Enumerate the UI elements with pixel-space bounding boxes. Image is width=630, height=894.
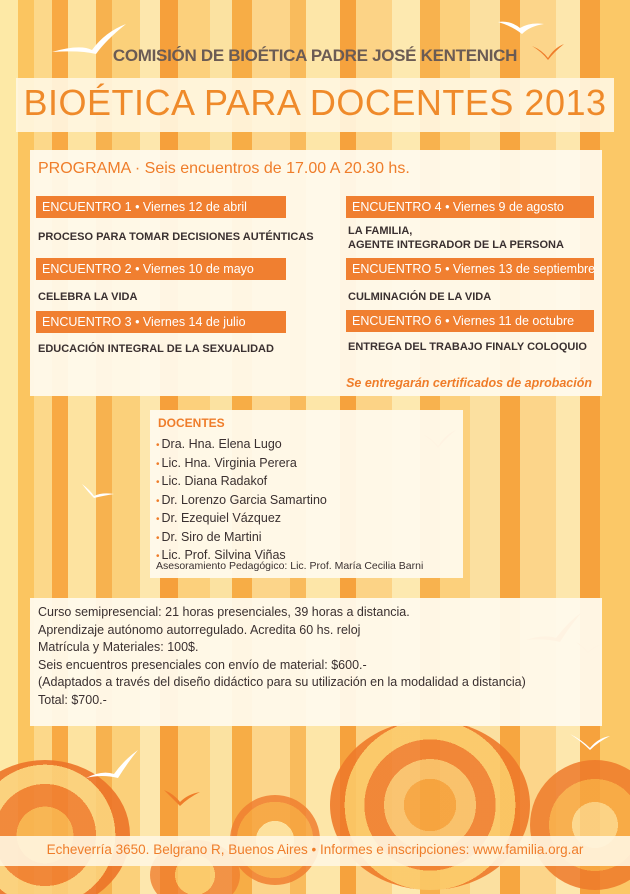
curso-panel: [30, 598, 602, 726]
list-item: [156, 492, 327, 511]
organization-name: COMISIÓN DE BIOÉTICA PADRE JOSÉ KENTENICH: [112, 46, 518, 65]
docente-name: Dr. Siro de Martini: [161, 529, 262, 544]
list-item: [156, 455, 327, 474]
curso-line: Matrícula y Materiales: 100$.: [38, 640, 199, 654]
list-item: [156, 436, 327, 455]
encuentro-2-label: ENCUENTRO 2 • Viernes 10 de mayo: [36, 258, 286, 280]
title-band: [16, 78, 614, 132]
docente-name: Dr. Lorenzo Garcia Samartino: [161, 492, 327, 507]
footer-contact: Echeverría 3650. Belgrano R, Buenos Aires • Informes e inscripciones: www.familia.org.ar: [46, 842, 584, 857]
docentes-title: DOCENTES: [158, 416, 225, 430]
bullet-icon: •: [156, 495, 160, 507]
curso-line: Aprendizaje autónomo autorregulado. Acredita 60 hs. reloj: [38, 622, 361, 637]
encuentro-1-desc: PROCESO PARA TOMAR DECISIONES AUTÉNTICAS: [38, 231, 314, 243]
docente-name: Dr. Ezequiel Vázquez: [161, 511, 282, 525]
bullet-icon: •: [156, 551, 160, 562]
bullet-icon: •: [156, 532, 160, 544]
encuentro-4-label: ENCUENTRO 4 • Viernes 9 de agosto: [346, 196, 594, 218]
curso-line: Curso semipresencial: 21 horas presenciales, 39 horas a distancia.: [38, 605, 410, 619]
encuentro-5-label: ENCUENTRO 5 • Viernes 13 de septiembre: [346, 258, 594, 280]
docente-name: Lic. Hna. Virginia Perera: [161, 455, 297, 470]
encuentro-1-label: ENCUENTRO 1 • Viernes 12 de abril: [36, 196, 286, 218]
decorative-swirl: [530, 760, 630, 890]
encuentro-6-desc: ENTREGA DEL TRABAJO FINALY COLOQUIO: [348, 341, 587, 353]
bird-icon: [162, 786, 202, 808]
bird-icon: [496, 16, 546, 38]
docente-name: Lic. Prof. Silvina Viñas: [161, 548, 286, 562]
curso-line: (Adaptados a través del diseño didáctico para su utilización en la modalidad a distancia): [38, 675, 526, 689]
bullet-icon: •: [156, 440, 160, 451]
curso-details: [38, 604, 526, 709]
programa-title: PROGRAMA · Seis encuentros de 17.00 A 20.30 hs.: [38, 160, 410, 177]
encuentro-3-desc: EDUCACIÓN INTEGRAL DE LA SEXUALIDAD: [38, 343, 274, 355]
bird-icon: [80, 482, 116, 500]
page-title: BIOÉTICA PARA DOCENTES 2013: [23, 82, 607, 123]
encuentro-4-desc-line1: LA FAMILIA,: [348, 225, 413, 237]
list-item: [156, 510, 327, 529]
curso-line: Seis encuentros presenciales con envío de material: $600.-: [38, 657, 367, 672]
encuentro-2-desc: CELEBRA LA VIDA: [38, 291, 138, 303]
list-item: [156, 529, 327, 548]
bullet-icon: •: [156, 458, 160, 470]
encuentro-6-label: ENCUENTRO 6 • Viernes 11 de octubre: [346, 310, 594, 332]
docentes-list: [156, 436, 327, 566]
curso-line: Total: $700.-: [38, 692, 107, 707]
docentes-panel: [150, 410, 463, 578]
bullet-icon: •: [156, 477, 160, 488]
programa-panel: [30, 150, 602, 396]
footer-band: [0, 836, 630, 866]
docente-name: Dra. Hna. Elena Lugo: [161, 437, 282, 451]
encuentro-3-label: ENCUENTRO 3 • Viernes 14 de julio: [36, 311, 286, 333]
docente-name: Lic. Diana Radakof: [161, 474, 268, 488]
encuentro-5-desc: CULMINACIÓN DE LA VIDA: [348, 291, 492, 303]
bird-icon: [84, 748, 140, 782]
encuentro-4-desc-line2: AGENTE INTEGRADOR DE LA PERSONA: [348, 239, 564, 251]
list-item: [156, 473, 327, 492]
asesoramiento-pedagogico: Asesoramiento Pedagógico: Lic. Prof. María Cecilia Barni: [156, 560, 424, 572]
bullet-icon: •: [156, 514, 160, 525]
certificate-note: Se entregarán certificados de aprobación: [346, 376, 592, 390]
bird-icon: [568, 730, 612, 752]
